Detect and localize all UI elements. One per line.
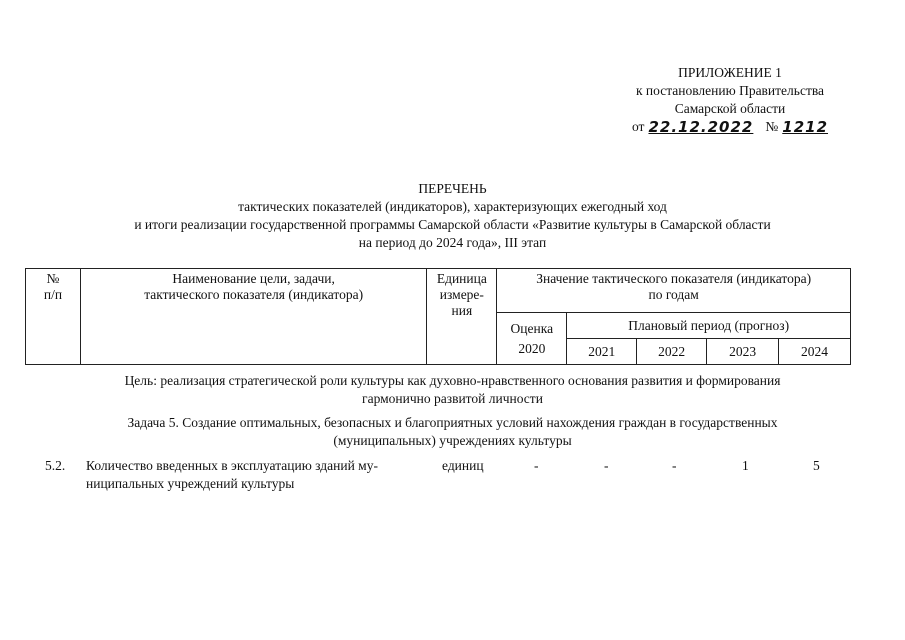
appendix-title: ПРИЛОЖЕНИЕ 1 <box>678 65 782 80</box>
appendix-date-line <box>600 118 860 136</box>
goal-text: Цель: реализация стратегической роли культуры как духовно-нравственного основания развития и формирования гармонично развитой личности <box>124 373 781 406</box>
handwritten-number: 1212 <box>782 118 829 136</box>
appendix-line-1: к постановлению Правительства <box>635 83 825 98</box>
heading-title: ПЕРЕЧЕНЬ <box>418 181 487 196</box>
row-value-2023: 1 <box>742 458 749 473</box>
row-value-2020: - <box>534 458 539 473</box>
header-estimate: Оценка 2020 <box>497 313 567 365</box>
row-value-2022: - <box>672 458 677 473</box>
heading-line-1: тактических показателей (индикаторов), характеризующих ежегодный ход <box>238 199 667 214</box>
appendix-line-2: Самарской области <box>674 101 786 116</box>
header-year-2021: 2021 <box>567 339 637 365</box>
task-text: Задача 5. Создание оптимальных, безопасных и благоприятных условий нахождения граждан в государственных (муниципальных) учреждениях культуры <box>127 415 778 448</box>
header-year-2022: 2022 <box>637 339 707 365</box>
header-name: Наименование цели, задачи, тактического показателя (индикатора) <box>80 269 426 365</box>
header-unit: Единица измере- ния <box>427 269 497 365</box>
row-num: 5.2. <box>45 458 66 473</box>
heading-line-3: на период до 2024 года», III этап <box>358 235 547 250</box>
heading-line-2: и итоги реализации государственной программы Самарской области «Развитие культуры в Самарской области <box>134 217 771 232</box>
header-num: № п/п <box>26 269 81 365</box>
row-unit: единиц <box>442 458 484 473</box>
header-plan: Плановый период (прогноз) <box>567 313 851 339</box>
row-value-2024: 5 <box>813 458 820 473</box>
indicators-table-header <box>25 268 851 365</box>
header-year-2024: 2024 <box>779 339 851 365</box>
appendix-block <box>600 64 860 136</box>
row-value-2021: - <box>604 458 609 473</box>
header-value: Значение тактического показателя (индикатора) по годам <box>497 269 851 313</box>
header-year-2023: 2023 <box>707 339 779 365</box>
handwritten-date: 22.12.2022 <box>648 118 754 136</box>
number-label: № <box>765 119 779 134</box>
date-from-label: от <box>631 119 645 134</box>
document-heading <box>60 180 845 252</box>
row-name: Количество введенных в эксплуатацию зданий му- ниципальных учреждений культуры <box>86 458 378 491</box>
